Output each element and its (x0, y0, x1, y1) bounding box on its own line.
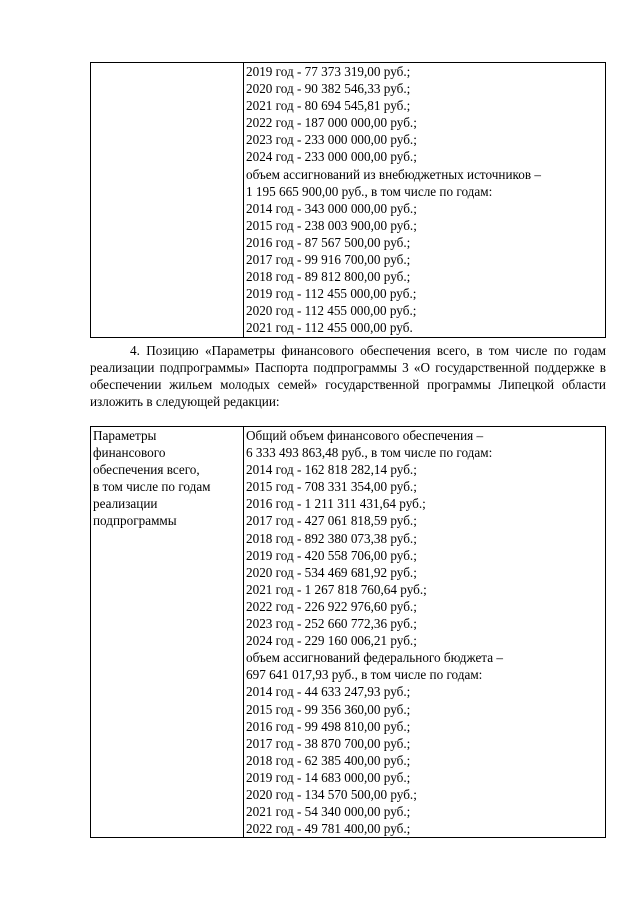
funding-line: 1 195 665 900,00 руб., в том числе по годам: (246, 183, 493, 199)
parameter-name-line: обеспечения всего, (93, 462, 200, 478)
funding-line: 2017 год - 427 061 818,59 руб.; (246, 513, 417, 529)
paragraph-text: 4. Позицию «Параметры финансового обеспечения всего, в том числе по годам реализации подпрограммы» Паспорта подпрограммы 3 «О государственной поддержке в обеспечении жильем молодых семей» государственной программы Липецкой области изложить в следующей редакции: (90, 343, 606, 410)
funding-line: 2016 год - 1 211 311 431,64 руб.; (246, 496, 426, 512)
funding-parameters-table (90, 426, 606, 838)
funding-line: 2023 год - 233 000 000,00 руб.; (246, 132, 417, 148)
funding-line: 2019 год - 77 373 319,00 руб.; (246, 64, 411, 79)
funding-line: 2022 год - 49 781 400,00 руб.; (246, 821, 411, 837)
funding-line: 2018 год - 62 385 400,00 руб.; (246, 752, 411, 768)
funding-line: 2016 год - 87 567 500,00 руб.; (246, 234, 411, 250)
funding-line: 2022 год - 187 000 000,00 руб.; (246, 115, 417, 131)
parameter-name-cell (91, 427, 244, 838)
table-left-cell (91, 63, 244, 338)
funding-line: 2019 год - 14 683 000,00 руб.; (246, 769, 411, 785)
funding-line: 2020 год - 134 570 500,00 руб.; (246, 786, 417, 802)
parameter-value-cell (244, 427, 606, 838)
funding-line: 2017 год - 38 870 700,00 руб.; (246, 735, 411, 751)
funding-line: 2015 год - 708 331 354,00 руб.; (246, 479, 417, 495)
funding-line: 2021 год - 112 455 000,00 руб. (246, 320, 413, 336)
table-row (91, 63, 606, 338)
table-row (91, 427, 606, 838)
funding-line: 2018 год - 892 380 073,38 руб.; (246, 530, 417, 546)
parameter-name-line: Параметры (93, 428, 157, 443)
table-right-cell (244, 63, 606, 338)
funding-line: 2017 год - 99 916 700,00 руб.; (246, 252, 411, 268)
funding-line: 2016 год - 99 498 810,00 руб.; (246, 718, 411, 734)
funding-line: объем ассигнований из внебюджетных источников – (246, 166, 541, 182)
funding-line: объем ассигнований федерального бюджета – (246, 650, 503, 666)
funding-line: 2021 год - 1 267 818 760,64 руб.; (246, 581, 427, 597)
funding-line: 2020 год - 534 469 681,92 руб.; (246, 564, 417, 580)
parameter-name-line: подпрограммы (93, 513, 177, 529)
parameter-name-line: в том числе по годам (93, 479, 211, 495)
funding-line: 2023 год - 252 660 772,36 руб.; (246, 616, 417, 632)
funding-line: 2020 год - 112 455 000,00 руб.; (246, 303, 417, 319)
funding-line: 2019 год - 420 558 706,00 руб.; (246, 547, 417, 563)
funding-line: 2024 год - 229 160 006,21 руб.; (246, 633, 417, 649)
parameter-name-line: реализации (93, 496, 158, 512)
funding-line: 2020 год - 90 382 546,33 руб.; (246, 81, 411, 97)
funding-line: 2015 год - 99 356 360,00 руб.; (246, 701, 411, 717)
funding-line: 2014 год - 44 633 247,93 руб.; (246, 684, 411, 700)
funding-line: 2021 год - 54 340 000,00 руб.; (246, 804, 411, 820)
funding-line: 2015 год - 238 003 900,00 руб.; (246, 217, 417, 233)
funding-line: 2014 год - 343 000 000,00 руб.; (246, 200, 417, 216)
funding-line: 2021 год - 80 694 545,81 руб.; (246, 98, 411, 114)
funding-line: 2014 год - 162 818 282,14 руб.; (246, 462, 417, 478)
funding-line: 697 641 017,93 руб., в том числе по годам: (246, 667, 483, 683)
funding-line: 2024 год - 233 000 000,00 руб.; (246, 149, 417, 165)
funding-line: 6 333 493 863,48 руб., в том числе по годам: (246, 445, 493, 461)
funding-line: 2022 год - 226 922 976,60 руб.; (246, 598, 417, 614)
funding-line: 2019 год - 112 455 000,00 руб.; (246, 286, 417, 302)
funding-table-continued (90, 62, 606, 338)
amendment-paragraph (90, 342, 606, 410)
funding-line: 2018 год - 89 812 800,00 руб.; (246, 269, 411, 285)
parameter-name-line: финансового (93, 445, 166, 461)
funding-line: Общий объем финансового обеспечения – (246, 428, 484, 443)
